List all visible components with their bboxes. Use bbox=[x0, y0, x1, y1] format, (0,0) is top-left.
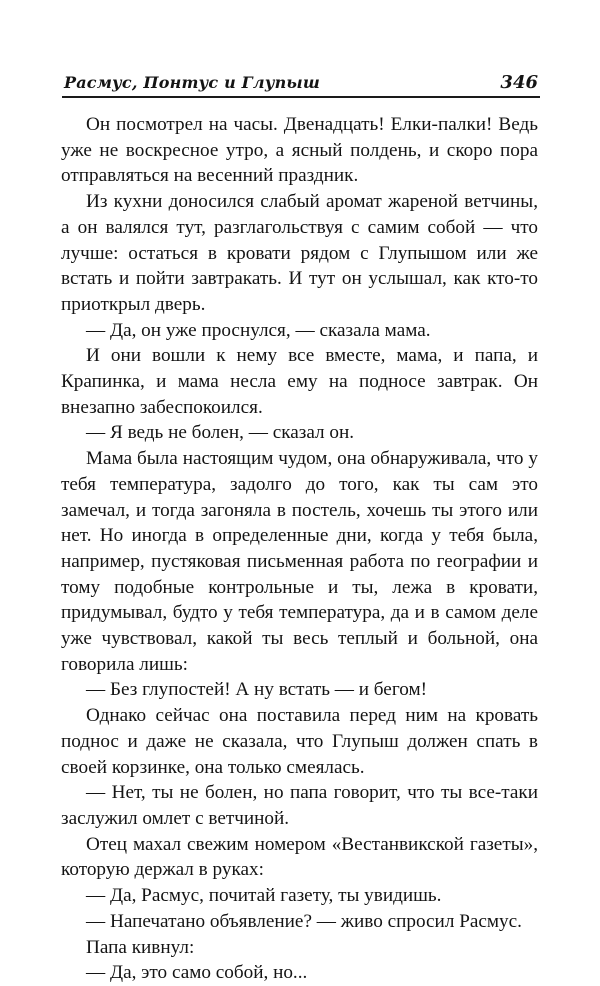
paragraph: Он посмотрел на часы. Двенадцать! Елки-палки! Ведь уже не воскресное утро, а ясный полдень, и скоро пора отправляться на весенний праздник. bbox=[61, 114, 538, 187]
running-header bbox=[62, 66, 540, 98]
book-title: Расмус, Понтус и Глупыш bbox=[64, 73, 321, 92]
paragraph: Мама была настоящим чудом, она обнаруживала, что у тебя температура, задолго до того, как ты сам это замечал, и тогда загоняла в постель, хочешь ты этого или нет. Но иногда в определенные дни, когда у тебя была, например, пустяковая письменная работа по географии и тому подобные контрольные и ты, лежа в кровати, придумывал, будто у тебя температура, да и в самом деле уже чувствовал, какой ты весь теплый и больной, она говорила лишь: bbox=[61, 448, 538, 675]
paragraph: — Без глупостей! А ну встать — и бегом! bbox=[86, 679, 427, 701]
paragraph: — Я ведь не болен, — сказал он. bbox=[86, 422, 355, 444]
paragraph: И они вошли к нему все вместе, мама, и папа, и Крапинка, и мама несла ему на подносе завтрак. Он внезапно забеспокоился. bbox=[61, 345, 538, 418]
paragraph: Отец махал свежим номером «Вестанвикской газеты», которую держал в руках: bbox=[61, 833, 538, 881]
paragraph: Папа кивнул: bbox=[86, 936, 195, 958]
paragraph: — Да, он уже проснулся, — сказала мама. bbox=[86, 319, 431, 341]
paragraph: Из кухни доносился слабый аромат жареной ветчины, а он валялся тут, разглагольствуя с самим собой — что лучше: остаться в кровати рядом с Глупышом или же встать и пойти завтракать. И тут он услышал, как кто-то приоткрыл дверь. bbox=[61, 191, 538, 315]
paragraph: — Напечатано объявление? — живо спросил Расмус. bbox=[86, 910, 522, 932]
body-text bbox=[61, 112, 538, 986]
paragraph: — Нет, ты не болен, но папа говорит, что ты все-таки заслужил омлет с ветчиной. bbox=[61, 782, 538, 829]
paragraph: — Да, это само собой, но... bbox=[86, 962, 308, 984]
page-number: 346 bbox=[500, 72, 538, 93]
paragraph: — Да, Расмус, почитай газету, ты увидишь. bbox=[86, 885, 442, 907]
paragraph: Однако сейчас она поставила перед ним на кровать поднос и даже не сказала, что Глупыш должен спать в своей корзинке, она только смеялась. bbox=[61, 705, 538, 778]
